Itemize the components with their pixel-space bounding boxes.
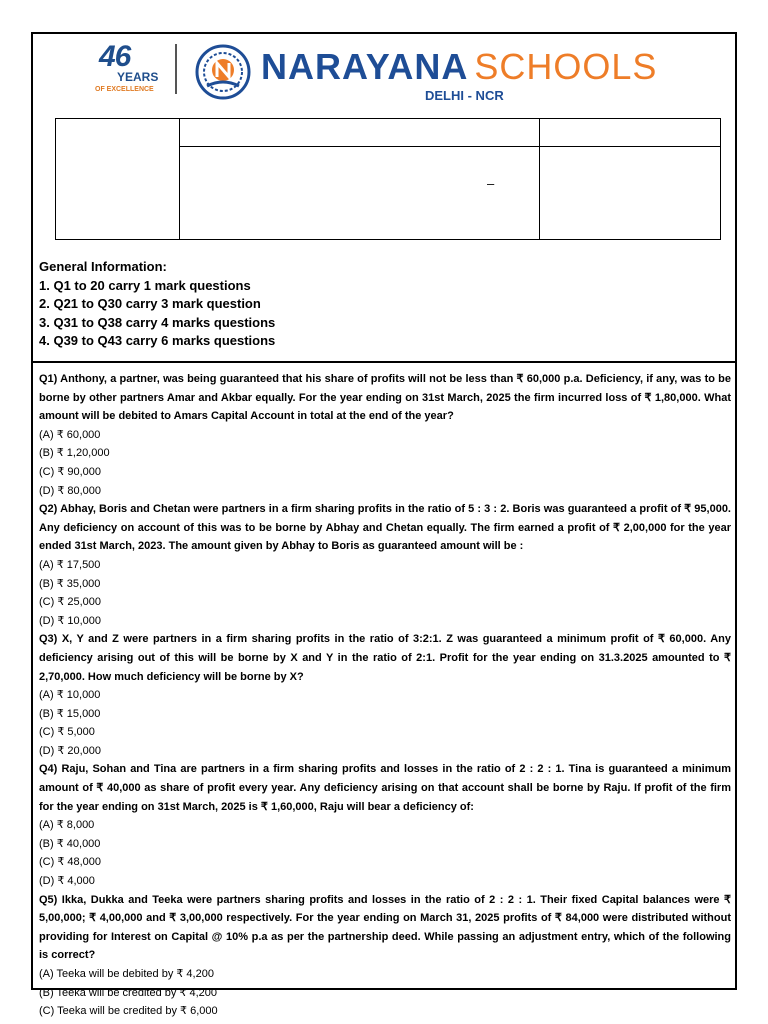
question-text: Q3) X, Y and Z were partners in a firm sharing profits in the ratio of 3:2:1. Z was guaranteed a minimum profit of ₹ 60,000. Any deficiency arising out of this will be borne by X and Y in the ratio of 2:1. Profit for the year ending on 31.3.2025 amounted to ₹ 2,70,000. How much deficiency will be borne by X? bbox=[39, 633, 731, 683]
table-dash: – bbox=[487, 176, 495, 191]
general-info-item: 3. Q31 to Q38 carry 4 marks questions bbox=[39, 314, 276, 330]
info-cell bbox=[540, 119, 721, 147]
question-option: (A) ₹ 17,500 bbox=[39, 558, 101, 571]
question-option: (C) ₹ 25,000 bbox=[39, 596, 102, 609]
school-region: DELHI - NCR bbox=[425, 88, 504, 103]
question-option: (B) ₹ 15,000 bbox=[39, 707, 101, 720]
general-info-item: 4. Q39 to Q43 carry 6 marks questions bbox=[39, 333, 276, 348]
question-text: Q4) Raju, Sohan and Tina are partners in a firm sharing profits and losses in the ratio of 2 : 2 : 1. Tina is guaranteed a minimum amount of ₹ 40,000 as share of profit every year. Any deficiency arising on that account shall be borne by Raju. If profit of the firm for the year ending on 31st March, 2025 is ₹ 1,60,000, Raju will bear a deficiency of: bbox=[39, 763, 731, 813]
info-cell bbox=[56, 119, 180, 240]
question-option: (D) ₹ 10,000 bbox=[39, 614, 102, 627]
question-option: (D) ₹ 20,000 bbox=[39, 744, 102, 757]
question-option: (A) ₹ 60,000 bbox=[39, 428, 101, 441]
question-option: (C) Teeka will be credited by ₹ 6,000 bbox=[39, 1005, 218, 1018]
question-option: (A) ₹ 8,000 bbox=[39, 819, 95, 832]
question-2 bbox=[39, 500, 731, 630]
question-option: (A) Teeka will be debited by ₹ 4,200 bbox=[39, 968, 214, 980]
section-divider bbox=[33, 361, 735, 363]
general-info-title: General Information: bbox=[39, 259, 167, 274]
anniversary-number: 46 bbox=[99, 40, 131, 73]
question-1 bbox=[39, 370, 731, 500]
info-cell bbox=[540, 147, 721, 240]
question-option: (C) ₹ 90,000 bbox=[39, 465, 102, 478]
general-info-item: 2. Q21 to Q30 carry 3 mark question bbox=[39, 296, 261, 311]
question-option: (B) ₹ 35,000 bbox=[39, 577, 101, 590]
info-cell bbox=[179, 119, 539, 147]
anniversary-logo bbox=[95, 40, 165, 102]
question-option: (B) ₹ 40,000 bbox=[39, 837, 101, 850]
question-3 bbox=[39, 630, 731, 760]
question-text: Q2) Abhay, Boris and Chetan were partners in a firm sharing profits in the ratio of 5 : 3 : 2. Boris was guaranteed a profit of ₹ 95,000. Any deficiency on account of this was to be borne by Abhay and Chetan equally. The firm earned a profit of ₹ 2,00,000 for the year ended 31st March, 2023. The amount given by Abhay to Boris as guaranteed amount will be : bbox=[39, 503, 731, 553]
question-list bbox=[39, 370, 731, 1021]
header-divider bbox=[175, 44, 177, 94]
general-information bbox=[39, 258, 275, 351]
question-option: (C) ₹ 48,000 bbox=[39, 856, 102, 869]
question-option: (C) ₹ 5,000 bbox=[39, 726, 95, 739]
info-cell bbox=[179, 147, 539, 240]
general-info-item: 1. Q1 to 20 carry 1 mark questions bbox=[39, 277, 251, 293]
school-name bbox=[261, 46, 657, 88]
question-4 bbox=[39, 760, 731, 890]
question-option: (B) Teeka will be credited by ₹ 4,200 bbox=[39, 986, 217, 999]
question-option: (B) ₹ 1,20,000 bbox=[39, 447, 110, 460]
question-option: (A) ₹ 10,000 bbox=[39, 689, 101, 702]
document-page bbox=[31, 32, 737, 1018]
narayana-emblem-icon bbox=[195, 44, 251, 100]
question-text: Q5) Ikka, Dukka and Teeka were partners sharing profits and losses in the ratio of 2 : 2 : 1. Their fixed Capital balances were ₹ 5,00,000; ₹ 4,00,000 and ₹ 3,00,000 respectively. For the year ending on March 31, 2025 profits of ₹ 84,000 were distributed without providing for Interest on Capital @ 10% p.a as per the partnership deed. While passing an adjustment entry, which of the following is correct? bbox=[39, 893, 731, 962]
brand-schools: SCHOOLS bbox=[474, 46, 658, 87]
school-header bbox=[95, 38, 695, 106]
anniversary-caption: OF EXCELLENCE bbox=[95, 86, 154, 93]
exam-info-table bbox=[55, 118, 721, 240]
question-option: (D) ₹ 80,000 bbox=[39, 484, 102, 497]
question-text: Q1) Anthony, a partner, was being guaranteed that his share of profits will not be less than ₹ 60,000 p.a. Deficiency, if any, was to be borne by other partners Amar and Akbar equally. For the year ending on 31st March, 2025 the firm incurred loss of ₹ 1,80,000. What amount will be debited to Amars Capital Account in total at the end of the year? bbox=[39, 373, 731, 423]
question-option: (D) ₹ 4,000 bbox=[39, 875, 95, 888]
question-5 bbox=[39, 891, 731, 1021]
anniversary-years: YEARS bbox=[117, 70, 159, 84]
brand-narayana: NARAYANA bbox=[261, 46, 469, 87]
